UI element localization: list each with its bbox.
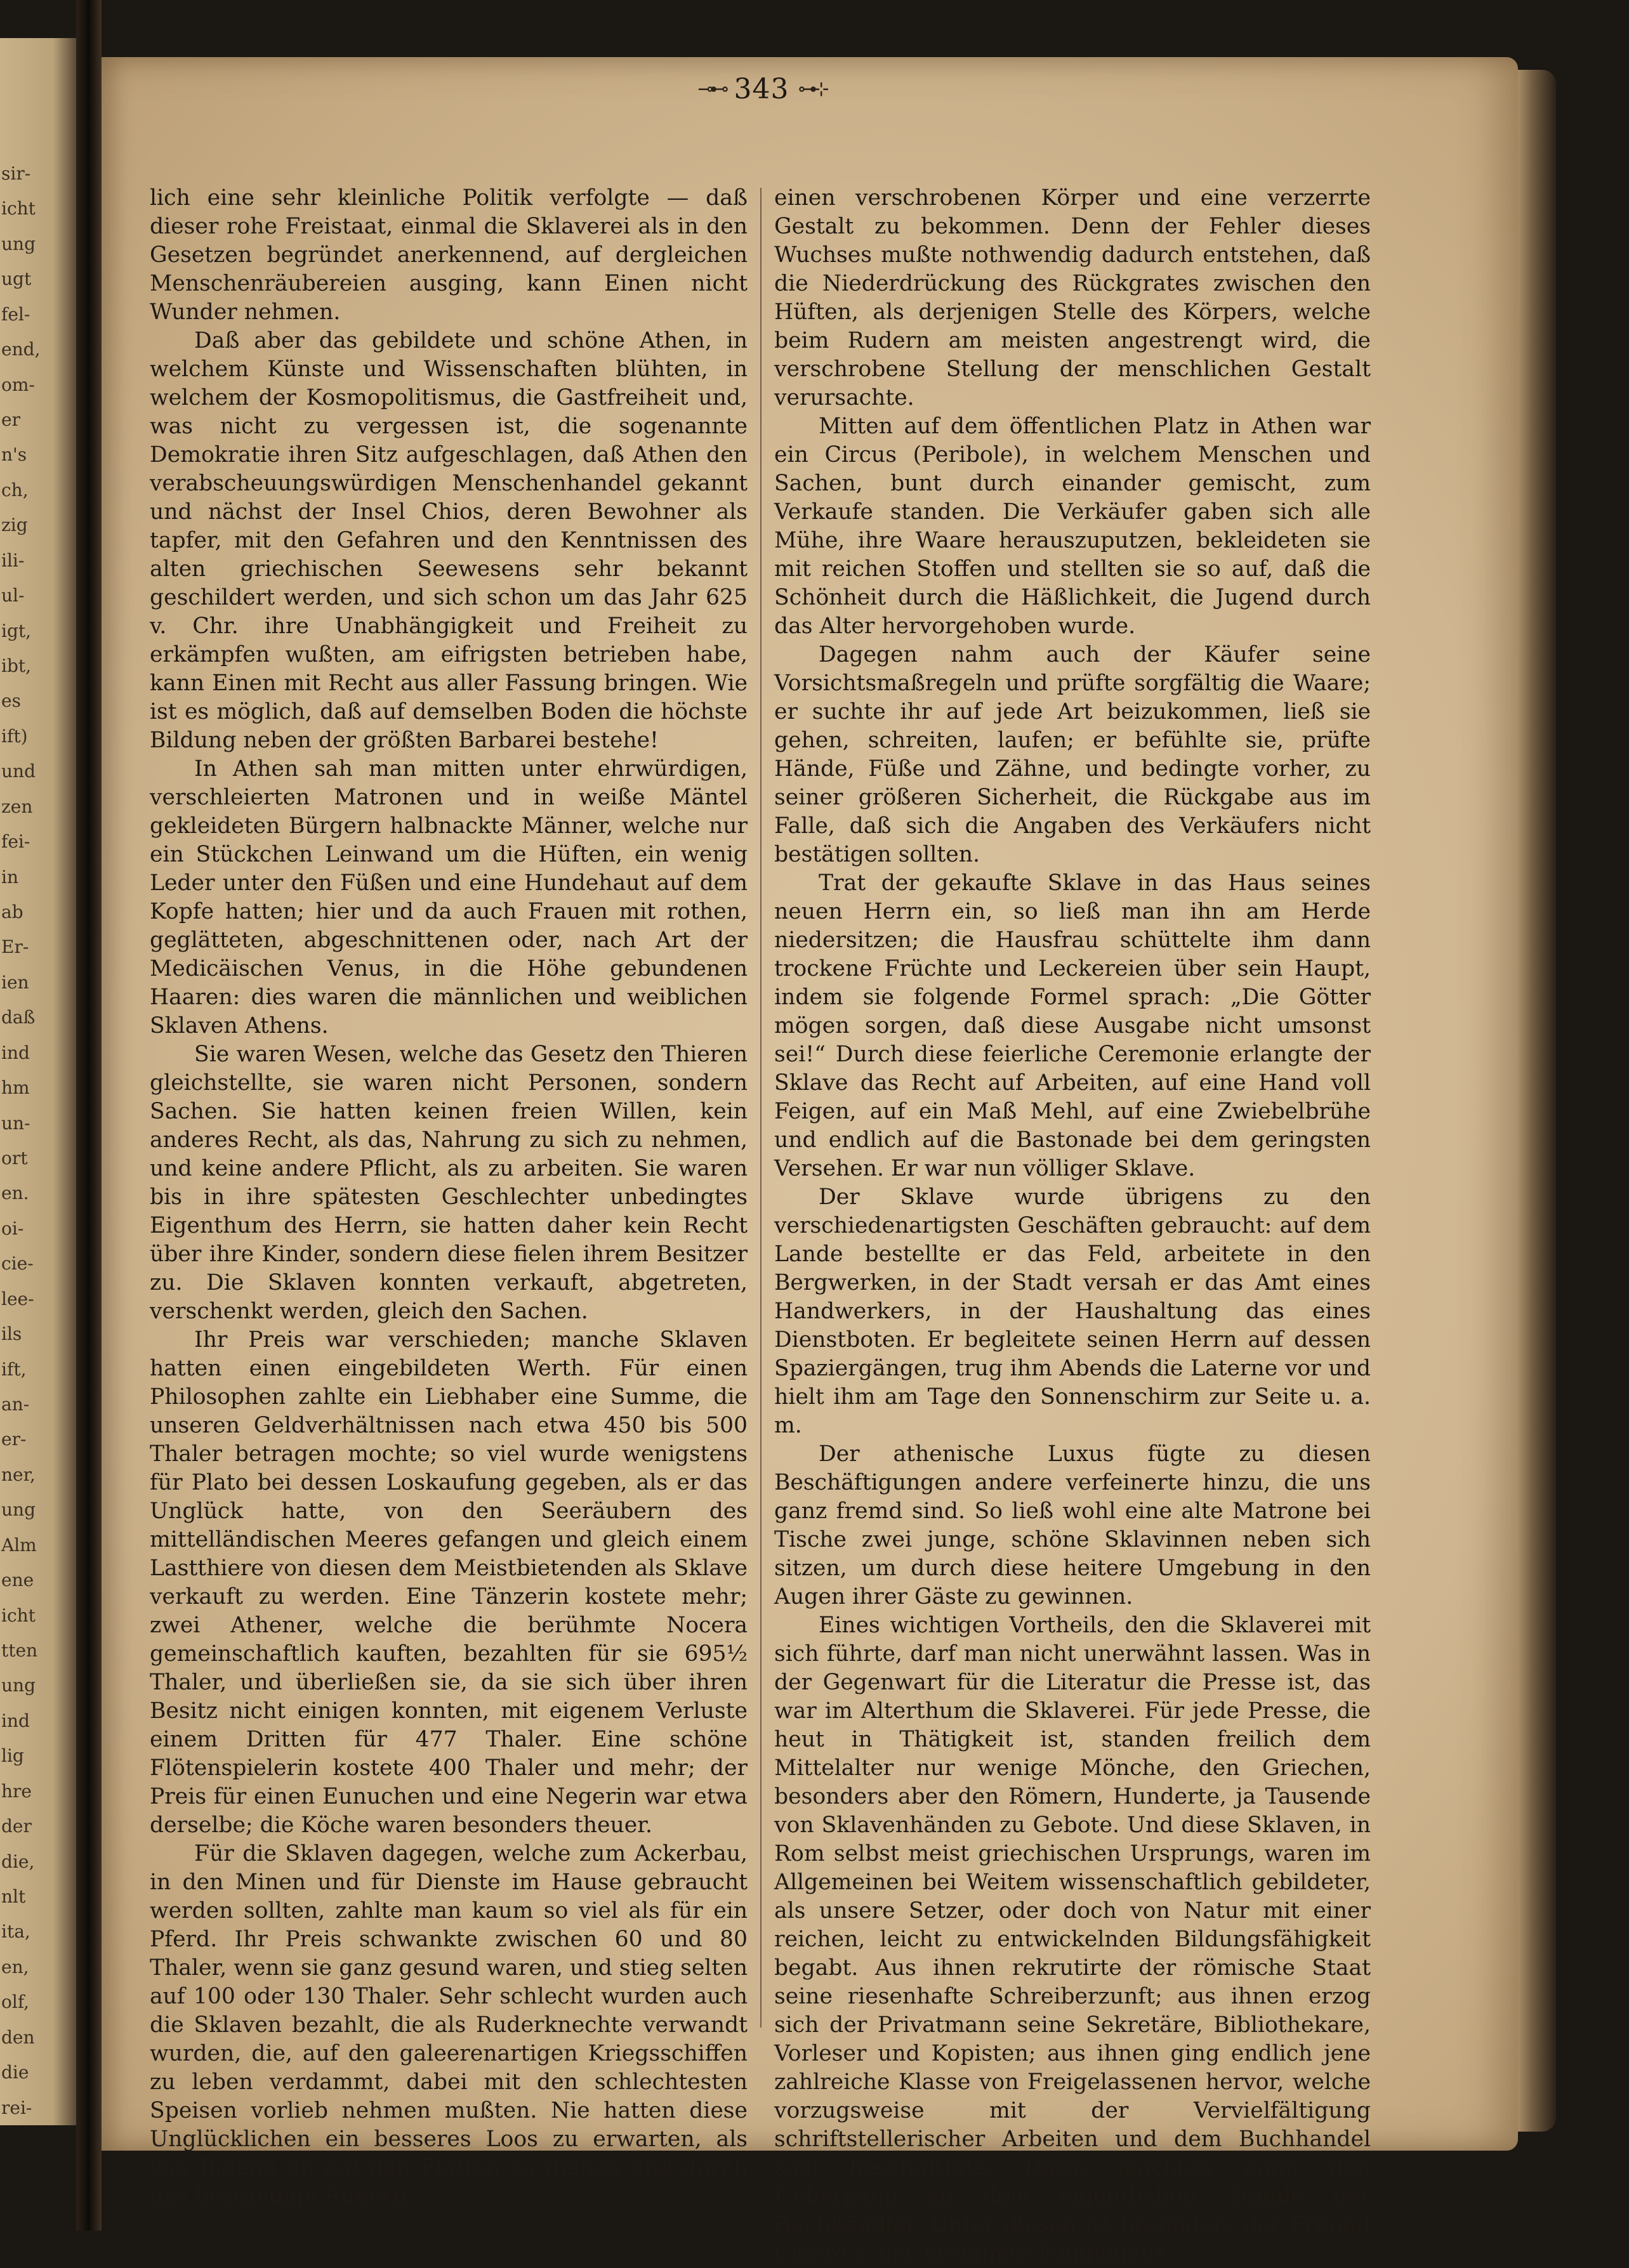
previous-page-text-fragment: ab bbox=[1, 901, 23, 922]
previous-page-text-fragment: ner, bbox=[1, 1464, 36, 1485]
previous-page-text-fragment: lig bbox=[1, 1745, 24, 1767]
header-ornament-left: ⊸⊷ bbox=[697, 77, 725, 100]
previous-page-text-fragment: un- bbox=[1, 1112, 30, 1134]
paragraph: Der Sklave wurde übrigens zu den verschiedenartigsten Geschäften gebraucht: auf dem Lande bestellte er das Feld, arbeitete in den Bergwerken, in der Stadt versah er das Amt eines Handwerkers, in der Haushaltung das eines Dienstboten. Er begleitete seinen Herrn auf dessen Spaziergängen, trug ihm Abends die Laterne vor und hielt ihm am Tage den Sonnenschirm zur Seite u. a. m. bbox=[774, 1184, 1371, 1438]
previous-page-text-fragment: zig bbox=[1, 515, 28, 536]
previous-page-text-fragment: ind bbox=[1, 1710, 30, 1731]
previous-page-text-fragment: er bbox=[1, 409, 20, 430]
previous-page-text-fragment: icht bbox=[1, 198, 36, 220]
book-gutter bbox=[76, 0, 102, 2231]
previous-page-text-fragment: lee- bbox=[1, 1288, 34, 1309]
previous-page-text-fragment: der bbox=[1, 1816, 32, 1837]
previous-page-text-fragment: daß bbox=[1, 1007, 36, 1028]
previous-page-text-fragment: ung bbox=[1, 1675, 36, 1696]
previous-page-text-fragment: zen bbox=[1, 796, 33, 817]
previous-page-text-fragment: ung bbox=[1, 1499, 36, 1521]
paragraph: Mitten auf dem öffentlichen Platz in Athen war ein Circus (Peribole), in welchem Menschen und Sachen, bunt durch einander gemischt, zum Verkaufe standen. Die Verkäufer gaben sich alle Mühe, ihre Waare herauszuputzen, bekleideten sie mit reichen Stoffen und stellten sie so auf, daß die Schönheit durch die Häßlichkeit, die Jugend durch das Alter hervorgehoben wurde. bbox=[774, 414, 1371, 639]
previous-page-text-fragment: nlt bbox=[1, 1886, 26, 1907]
previous-page-text-fragment: Er- bbox=[1, 936, 29, 958]
previous-page-text-fragment: ift, bbox=[1, 1358, 27, 1380]
previous-page-text-fragment: en, bbox=[1, 1956, 29, 1977]
previous-page-text-fragment: hre bbox=[1, 1780, 32, 1802]
paragraph: Sie waren Wesen, welche das Gesetz den Thieren gleichstellte, sie waren nicht Personen, sondern Sachen. Sie hatten keinen freien Willen, kein anderes Recht, als das, Nahrung zu sich zu nehmen, und keine andere Pflicht, als zu arbeiten. Sie waren bis in ihre spätesten Geschlechter unbedingtes Eigenthum des Herrn, sie hatten daher kein Recht über ihre Kinder, sondern diese fielen ihrem Besitzer zu. Die Sklaven konnten verkauft, abgetreten, verschenkt werden, gleich den Sachen. bbox=[150, 1042, 748, 1324]
header-ornament-right: ⊶⊹ bbox=[798, 77, 826, 100]
previous-page-text-fragment: ort bbox=[1, 1148, 28, 1169]
paragraph: Für die Sklaven dagegen, welche zum Ackerbau, in den Minen und für Dienste im Hause gebraucht werden sollten, zahlte man kaum so viel als für ein Pferd. Ihr Preis schwankte zwischen 60 und 80 Thaler, wenn sie ganz gesund waren, und stieg selten auf 100 oder 130 Thaler. Sehr schlecht wurden auch die Sklaven bezahlt, die als Ruderknechte verwandt wurden, die, auf den galeerenartigen Kriegsschiffen zu leben verdammt, dabei mit den schlechtesten Speisen vorlieb nehmen mußten. Nie hatten diese Unglücklichen ein besseres Loos zu erwarten, als von Jugend an auf den Flotten zu dienen und durch das beständige Rudern bbox=[150, 1841, 748, 2209]
previous-page-text-fragment: cie- bbox=[1, 1253, 34, 1275]
previous-page-text-fragment: ibt, bbox=[1, 655, 32, 676]
previous-page-text-fragment: an- bbox=[1, 1394, 30, 1415]
previous-page-text-fragment: die, bbox=[1, 1851, 35, 1872]
previous-page-text-fragment: ind bbox=[1, 1042, 30, 1063]
previous-page-text-fragment: ene bbox=[1, 1570, 34, 1591]
previous-page-text-fragment: fel- bbox=[1, 303, 30, 325]
previous-page-text-fragment: om- bbox=[1, 374, 35, 395]
paragraph: Ihr Preis war verschieden; manche Sklaven hatten einen eingebildeten Werth. Für einen Philosophen zahlte ein Liebhaber eine Summe, die unseren Geldverhältnissen nach etwa 450 bis 500 Thaler betragen mochte; so viel wurde wenigstens für Plato bei dessen Loskaufung gegeben, als er das Unglück hatte, von den Seeräubern des mittelländischen Meeres gefangen und gleich einem Lastthiere von diesen dem Meistbietenden als Sklave verkauft zu werden. Eine Tänzerin kostete mehr; zwei Athener, welche die berühmte Nocera gemeinschaftlich kauften, bezahlten für sie 695½ Thaler, und überließen sie, da sie sich über ihren Besitz nicht einigen konnten, mit eigenem Verluste einem Dritten für 477 Thaler. Eine schöne Flötenspielerin kostete 400 Thaler und mehr; der Preis für einen Eunuchen und eine Negerin war etwa derselbe; die Köche waren besonders theuer. bbox=[150, 1327, 748, 1838]
right-text-column bbox=[774, 184, 1371, 2268]
previous-page-text-fragment: tten bbox=[1, 1640, 38, 1661]
previous-page-text-fragment: ita, bbox=[1, 1921, 30, 1943]
page-number: 343 bbox=[734, 72, 789, 105]
paragraph: einen verschrobenen Körper und eine verzerrte Gestalt zu bekommen. Denn der Fehler dieses Wuchses mußte nothwendig dadurch entstehen, daß die Niederdrückung des Rückgrates zwischen den Hüften, als derjenigen Stelle des Körpers, welche beim Rudern am meisten angestrengt wird, die verschrobene Stellung der menschlichen Gestalt verursachte. bbox=[774, 185, 1371, 410]
previous-page-text-fragment: ul- bbox=[1, 585, 25, 606]
previous-page-text-fragment: en. bbox=[1, 1183, 29, 1204]
previous-page-text-fragment: ien bbox=[1, 971, 29, 993]
previous-page-text-fragment: ils bbox=[1, 1323, 22, 1345]
page-block-edge bbox=[1518, 70, 1556, 2132]
previous-page-text-fragment: es bbox=[1, 690, 21, 712]
previous-page-text-fragment: n's bbox=[1, 444, 27, 466]
previous-page-text-fragment: ili- bbox=[1, 549, 25, 571]
paragraph: In Athen sah man mitten unter ehrwürdigen, verschleierten Matronen und in weiße Mäntel gekleideten Bürgern halbnackte Männer, welche nur ein Stückchen Leinwand um die Hüften, ein wenig Leder unter den Füßen und eine Hundehaut auf dem Kopfe hatten; hier und da auch Frauen mit rothen, geglätteten, abgeschnittenen oder, nach Art der Medicäischen Venus, in die Höhe gebundenen Haaren: dies waren die männlichen und weiblichen Sklaven Athens. bbox=[150, 756, 748, 1039]
previous-page-text-fragment: oi- bbox=[1, 1217, 24, 1239]
column-divider bbox=[760, 188, 762, 2028]
previous-page-text-fragment: icht bbox=[1, 1604, 36, 1626]
previous-page-text-fragment: olf, bbox=[1, 1991, 30, 2013]
previous-page-text-fragment: rei- bbox=[1, 2097, 32, 2118]
previous-page-text-fragment: ift) bbox=[1, 725, 28, 747]
previous-page-text-fragment: den bbox=[1, 2026, 35, 2048]
paragraph: Trat der gekaufte Sklave in das Haus seines neuen Herrn ein, so ließ man ihn am Herde niedersitzen; die Hausfrau schüttelte ihm dann trockene Früchte und Leckereien über sein Haupt, indem sie folgende Formel sprach: „Die Götter mögen sorgen, daß diese Ausgabe nicht umsonst sei!“ Durch diese feierliche Ceremonie erlangte der Sklave das Recht auf Arbeiten, auf eine Hand voll Feigen, auf ein Maß Mehl, auf eine Zwiebelbrühe und endlich auf die Bastonade bei dem geringsten Versehen. Er war nun völliger Sklave. bbox=[774, 870, 1371, 1181]
previous-page-text-fragment: er- bbox=[1, 1429, 27, 1450]
paragraph: Dagegen nahm auch der Käufer seine Vorsichtsmaßregeln und prüfte sorgfältig die Waare; er suchte ihr auf jede Art beizukommen, ließ sie gehen, schreiten, laufen; er befühlte sie, prüfte Hände, Füße und Zähne, und bedingte vorher, zu seiner größeren Sicherheit, die Rückgabe aus im Falle, daß sich die Angaben des Verkäufers nicht bestätigen sollten. bbox=[774, 642, 1371, 867]
previous-page-text-fragment: end, bbox=[1, 339, 41, 360]
previous-page-text-fragment: igt, bbox=[1, 620, 32, 641]
previous-page-text-fragment: die bbox=[1, 2062, 29, 2083]
previous-page-text-fragment: und bbox=[1, 761, 36, 782]
previous-page-edge bbox=[0, 38, 76, 2125]
previous-page-text-fragment: in bbox=[1, 866, 18, 888]
previous-page-text-fragment: ugt bbox=[1, 268, 32, 290]
paragraph: lich eine sehr kleinliche Politik verfolgte — daß dieser rohe Freistaat, einmal die Sklaverei als in den Gesetzen begründet anerkennend, auf dergleichen Menschenräubereien ausging, kann Einen nicht Wunder nehmen. bbox=[150, 185, 748, 325]
previous-page-text-fragment: sir- bbox=[1, 163, 31, 184]
previous-page-text-fragment: Alm bbox=[1, 1534, 37, 1556]
left-text-column bbox=[150, 184, 748, 2211]
previous-page-text-fragment: hm bbox=[1, 1077, 30, 1099]
paragraph: Eines wichtigen Vortheils, den die Sklaverei mit sich führte, darf man nicht unerwähnt lassen. Was in der Gegenwart für die Literatur die Presse ist, das war im Alterthum die Sklaverei. Für jede Presse, die heut in Thätigkeit ist, standen freilich dem Mittelalter nur wenige Mönche, den Griechen, besonders aber den Römern, Hunderte, ja Tausende von Sklavenhänden zu Gebote. Und diese Sklaven, in Rom selbst meist griechischen Ursprungs, waren im Allgemeinen bei Weitem wissenschaftlich gebildeter, als unsere Setzer, oder doch von Natur mit einer reichen, leicht zu entwickelnden Bildungsfähigkeit begabt. Aus ihnen rekrutirte der römische Staat seine riesenhafte Schreiberzunft; aus ihnen erzog sich der Privatmann seine Sekretäre, Bibliothekare, Vorleser und Kopisten; aus ihnen ging endlich jene zahlreiche Klasse von Freigelassenen hervor, welche vorzugsweise mit der Vervielfältigung schriftstellerischer Arbeiten und dem Buchhandel sich beschäftigte. Diese machten dann den Uebergang zu dem eigentlichen Stande der Buchhändler. Unter diesen ist besonders der Freund Cicero's, der berühmte Pomponeus bbox=[774, 1613, 1371, 2266]
previous-page-text-fragment: ung bbox=[1, 233, 36, 254]
previous-page-text-fragment: ch, bbox=[1, 479, 29, 501]
page-header bbox=[635, 63, 888, 114]
previous-page-text-fragment: fei- bbox=[1, 831, 30, 853]
paragraph: Der athenische Luxus fügte zu diesen Beschäftigungen andere verfeinerte hinzu, die uns ganz fremd sind. So ließ wohl eine alte Matrone bei Tische zwei junge, schöne Sklavinnen neben sich sitzen, um durch diese heitere Umgebung in den Augen ihrer Gäste zu gewinnen. bbox=[774, 1441, 1371, 1609]
paragraph: Daß aber das gebildete und schöne Athen, in welchem Künste und Wissenschaften blühten, in welchem der Kosmopolitismus, die Gastfreiheit und, was nicht zu vergessen ist, die sogenannte Demokratie ihren Sitz aufgeschlagen, daß Athen den verabscheuungswürdigen Menschenhandel gekannt und nächst der Insel Chios, deren Bewohner als tapfer, mit den Gefahren und den Kenntnissen des alten griechischen Seewesens sehr bekannt geschildert werden, und sich schon um das Jahr 625 v. Chr. ihre Unabhängigkeit und Freiheit zu erkämpfen wußten, am eifrigsten betrieben habe, kann Einen mit Recht aus aller Fassung bringen. Wie ist es möglich, daß auf demselben Boden die höchste Bildung neben der größten Barbarei bestehe! bbox=[150, 328, 748, 753]
